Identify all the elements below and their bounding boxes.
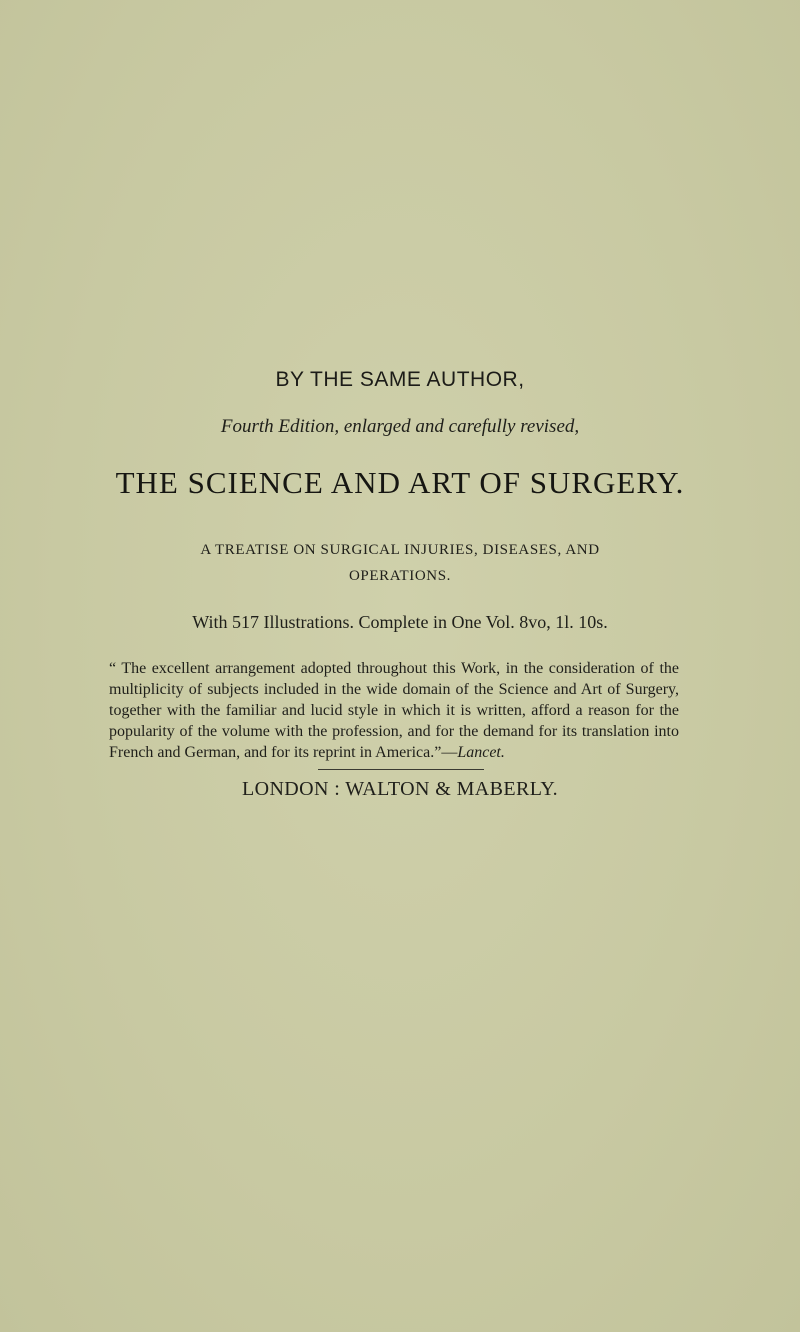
by-same-author-heading: BY THE SAME AUTHOR, xyxy=(275,368,525,391)
review-source: Lancet. xyxy=(457,744,505,761)
publisher-line: LONDON : WALTON & MABERLY. xyxy=(241,778,558,800)
subtitle-line-1: A TREATISE ON SURGICAL INJURIES, DISEASES, AND xyxy=(200,542,600,558)
illustrations-price-line: With 517 Illustrations. Complete in One Vol. 8vo, 1l. 10s. xyxy=(192,612,608,632)
edition-note: Fourth Edition, enlarged and carefully revised, xyxy=(220,416,580,437)
divider-rule xyxy=(318,769,484,770)
review-quote-text: “ The excellent arrangement adopted throughout this Work, in the consideration of the multiplicity of subjects included in the wide domain of the Science and Art of Surgery, together with the familiar and lucid style in which it is written, afford a reason for the popularity of the volume with the profession, and for the demand for its translation into French and German, and for its reprint in America.”— xyxy=(109,660,679,761)
subtitle-line-2: OPERATIONS. xyxy=(348,568,452,584)
book-title: THE SCIENCE AND ART OF SURGERY. xyxy=(115,465,685,500)
review-quote xyxy=(109,658,679,763)
book-subtitle xyxy=(100,537,700,589)
